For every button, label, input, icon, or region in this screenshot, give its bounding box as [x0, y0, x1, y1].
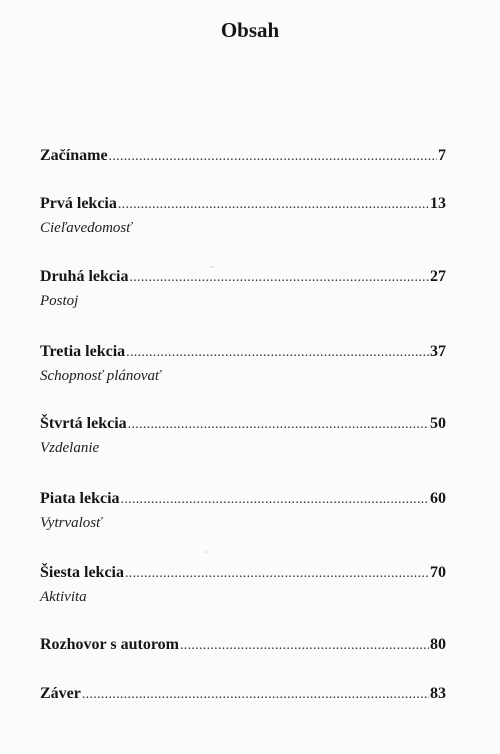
toc-entry-title: Štvrtá lekcia [40, 415, 127, 432]
page-title: Obsah [220, 18, 280, 42]
toc-page-number: 13 [430, 195, 446, 212]
paper-speck [205, 551, 208, 553]
toc-page-number: 37 [430, 343, 446, 360]
toc-line [40, 413, 446, 435]
toc-entry-tretia-lekcia[interactable] [40, 341, 446, 387]
toc-entry-subtitle: Postoj [40, 293, 79, 309]
toc-entry-title: Druhá lekcia [40, 268, 129, 285]
toc-line [40, 341, 446, 363]
dot-leader [129, 267, 429, 289]
dot-leader [82, 684, 429, 706]
dot-leader [121, 489, 429, 511]
toc-entry-rozhovor-s-autorom[interactable] [40, 634, 446, 656]
dot-leader [180, 635, 429, 657]
toc-line [40, 683, 446, 705]
toc-entry-title: Piata lekcia [40, 490, 120, 507]
toc-line [40, 193, 446, 215]
toc-entry-siesta-lekcia[interactable] [40, 562, 446, 608]
toc-line [40, 266, 446, 288]
toc-entry-title: Začíname [40, 147, 108, 164]
toc-entry-title: Rozhovor s autorom [40, 636, 179, 653]
toc-entry-subtitle: Vytrvalosť [40, 515, 102, 531]
toc-page-number: 50 [430, 415, 446, 432]
toc-line [40, 145, 446, 167]
toc-line [40, 634, 446, 656]
dot-leader [128, 414, 429, 436]
toc-page-number: 27 [430, 268, 446, 285]
toc-entry-zaciname[interactable] [40, 145, 446, 167]
toc-entry-subtitle: Schopnosť plánovať [40, 368, 161, 384]
toc-line [40, 488, 446, 510]
toc-entry-subtitle: Vzdelanie [40, 440, 100, 456]
toc-page-number: 60 [430, 490, 446, 507]
toc-page-number: 7 [438, 147, 446, 164]
dot-leader [118, 194, 429, 216]
toc-line [40, 562, 446, 584]
dot-leader [126, 342, 429, 364]
toc-entry-stvrta-lekcia[interactable] [40, 413, 446, 459]
dot-leader [109, 146, 437, 168]
dot-leader [125, 563, 429, 585]
toc-entry-druha-lekcia[interactable] [40, 266, 446, 312]
toc-entry-subtitle: Cieľavedomosť [40, 220, 132, 236]
toc-entry-prva-lekcia[interactable] [40, 193, 446, 239]
toc-entry-title: Šiesta lekcia [40, 564, 124, 581]
toc-entry-piata-lekcia[interactable] [40, 488, 446, 534]
toc-entry-title: Tretia lekcia [40, 343, 126, 360]
toc-entry-subtitle: Aktivita [40, 589, 87, 605]
toc-page-number: 83 [430, 685, 446, 702]
toc-entry-zaver[interactable] [40, 683, 446, 705]
toc-entry-title: Prvá lekcia [40, 195, 117, 212]
toc-page-number: 70 [430, 564, 446, 581]
toc-entry-title: Záver [40, 685, 81, 702]
toc-page-number: 80 [430, 636, 446, 653]
paper-speck [210, 266, 215, 268]
